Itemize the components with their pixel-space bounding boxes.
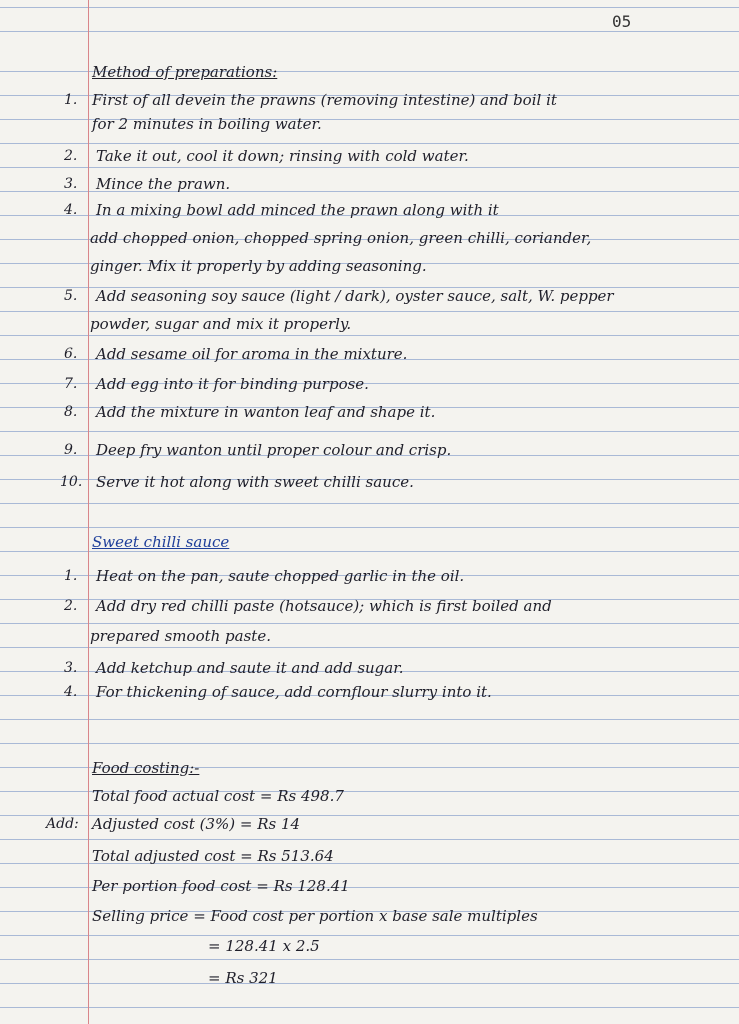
step-text: for 2 minutes in boiling water. bbox=[92, 115, 322, 133]
step-number: 4. bbox=[64, 684, 78, 700]
step-number: 1. bbox=[64, 92, 78, 108]
step-number: 4. bbox=[64, 202, 78, 218]
step-text: Add egg into it for binding purpose. bbox=[96, 375, 369, 393]
margin-line bbox=[88, 0, 89, 1024]
selling-price-calc: = 128.41 x 2.5 bbox=[208, 937, 320, 955]
add-label: Add: bbox=[46, 816, 79, 832]
step-text: Mince the prawn. bbox=[96, 175, 231, 193]
step-number: 9. bbox=[64, 442, 78, 458]
step-text: Heat on the pan, saute chopped garlic in the oil. bbox=[96, 567, 465, 585]
step-text: First of all devein the prawns (removing intestine) and boil it bbox=[92, 91, 557, 109]
step-number: 8. bbox=[64, 404, 78, 420]
step-number: 7. bbox=[64, 376, 78, 392]
method-heading: Method of preparations: bbox=[92, 63, 278, 81]
page-number: 05 bbox=[612, 12, 632, 31]
step-number: 2. bbox=[64, 598, 78, 614]
selling-price-formula: Selling price = Food cost per portion x base sale multiples bbox=[92, 907, 538, 925]
step-text: Take it out, cool it down; rinsing with cold water. bbox=[96, 147, 469, 165]
step-text: Serve it hot along with sweet chilli sauce. bbox=[96, 473, 414, 491]
step-number: 10. bbox=[60, 474, 83, 490]
step-text: Add dry red chilli paste (hotsauce); which is first boiled and bbox=[96, 597, 552, 615]
step-text: ginger. Mix it properly by adding seasoning. bbox=[90, 257, 427, 275]
step-number: 3. bbox=[64, 176, 78, 192]
step-text: Add ketchup and saute it and add sugar. bbox=[96, 659, 404, 677]
adjusted-cost: Adjusted cost (3%) = Rs 14 bbox=[92, 815, 301, 833]
step-number: 2. bbox=[64, 148, 78, 164]
step-text: powder, sugar and mix it properly. bbox=[90, 315, 352, 333]
total-food-cost: Total food actual cost = Rs 498.7 bbox=[92, 787, 344, 805]
step-text: Add seasoning soy sauce (light / dark), oyster sauce, salt, W. pepper bbox=[96, 287, 614, 305]
per-portion-cost: Per portion food cost = Rs 128.41 bbox=[92, 877, 350, 895]
step-text: add chopped onion, chopped spring onion, green chilli, coriander, bbox=[90, 229, 592, 247]
selling-price-result: = Rs 321 bbox=[208, 969, 278, 987]
step-number: 5. bbox=[64, 288, 78, 304]
step-number: 3. bbox=[64, 660, 78, 676]
step-number: 6. bbox=[64, 346, 78, 362]
step-text: Deep fry wanton until proper colour and crisp. bbox=[96, 441, 452, 459]
total-adjusted-cost: Total adjusted cost = Rs 513.64 bbox=[92, 847, 334, 865]
costing-heading: Food costing:- bbox=[92, 759, 200, 777]
step-text: Add sesame oil for aroma in the mixture. bbox=[96, 345, 408, 363]
sauce-heading: Sweet chilli sauce bbox=[92, 533, 230, 551]
step-number: 1. bbox=[64, 568, 78, 584]
step-text: prepared smooth paste. bbox=[90, 627, 271, 645]
step-text: In a mixing bowl add minced the prawn along with it bbox=[96, 201, 499, 219]
step-text: For thickening of sauce, add cornflour slurry into it. bbox=[96, 683, 492, 701]
step-text: Add the mixture in wanton leaf and shape it. bbox=[96, 403, 436, 421]
